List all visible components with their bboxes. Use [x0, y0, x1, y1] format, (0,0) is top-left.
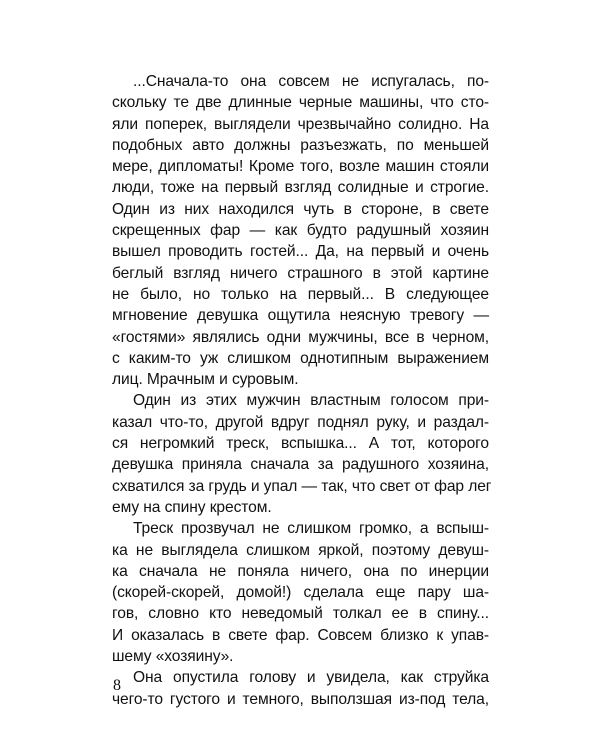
text-line: мгновение девушка ощутила неясную тревогу — [112, 307, 489, 325]
text-line: гов, словно кто неведомый толкал ее в спину... [112, 605, 489, 623]
text-line: ему на спину крестом. [112, 498, 272, 516]
text-line: мере, дипломаты! Кроме того, возле машин стояли [112, 158, 489, 176]
text-line: беглый взгляд ничего страшного в этой картине [112, 264, 489, 282]
text-line: Она опустила голову и увидела, как струйка [133, 669, 489, 687]
text-line: схватился за грудь и упал — так, что свет от фар лег [112, 477, 492, 495]
text-line: ка не выглядела слишком яркой, поэтому девуш- [112, 541, 489, 559]
text-line: лиц. Мрачным и суровым. [112, 371, 299, 389]
text-line: ...Сначала-то она совсем не испугалась, по- [133, 73, 489, 90]
text-line: ся негромкий треск, вспышка... А тот, которого [112, 435, 489, 453]
text-line: яли поперек, выглядели чрезвычайно солидно. На [112, 115, 489, 133]
text-line: люди, тоже на первый взгляд солидные и строгие. [112, 179, 489, 197]
text-line: вышел проводить гостей... Да, на первый и очень [112, 243, 489, 261]
text-line: чего-то густого и темного, выползшая из-под тела, [112, 690, 489, 708]
text-line: не было, но только на первый... В следующее [112, 285, 489, 303]
text-line: скольку те две длинные черные машины, что сто- [112, 94, 489, 112]
text-line: казал что-то, другой вдруг поднял руку, и раздал- [112, 413, 489, 431]
text-line: девушка приняла сначала за радушного хозяина, [112, 456, 489, 474]
text-line: с каким-то уж слишком однотипным выражением [112, 349, 489, 367]
text-line: Треск прозвучал не слишком громко, а вспыш- [133, 520, 489, 538]
text-line: скрещенных фар — как будто радушный хозяин [112, 222, 489, 240]
text-line: (скорей-скорей, домой!) сделала еще пару ша- [112, 584, 489, 602]
text-line: «гостями» являлись одни мужчины, все в черном, [112, 328, 489, 346]
body-text [112, 71, 492, 710]
text-line: ка сначала не поняла ничего, она по инерции [112, 562, 489, 580]
text-line: И оказалась в свете фар. Совсем близко к упав- [112, 626, 489, 644]
text-line: Один из них находился чуть в стороне, в свете [112, 200, 489, 218]
text-line: Один из этих мужчин властным голосом при- [133, 392, 489, 410]
text-line: шему «хозяину». [112, 648, 234, 666]
page-number: 8 [113, 677, 121, 694]
text-line: подобных авто должны разъезжать, по меньшей [112, 136, 489, 154]
